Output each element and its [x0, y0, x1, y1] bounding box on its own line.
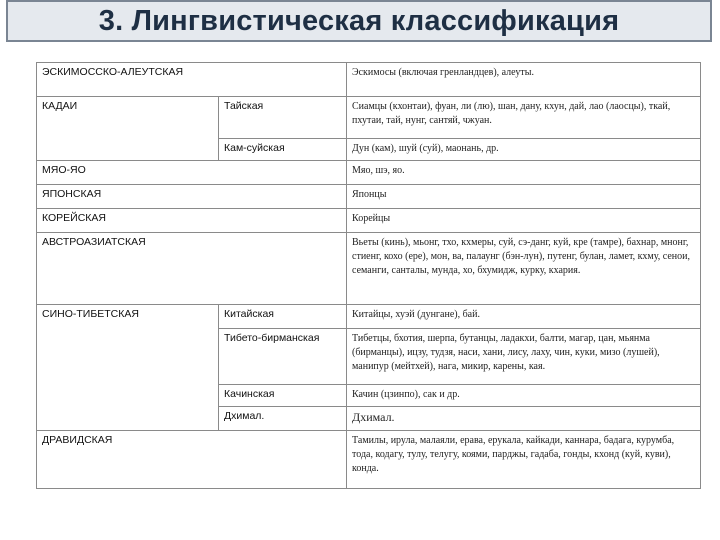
family-cell: МЯО-ЯО	[37, 161, 347, 185]
table-row	[37, 209, 701, 233]
family-cell: АВСТРОАЗИАТСКАЯ	[37, 233, 347, 305]
subgroup-cell: Тибето-бирманская	[219, 329, 347, 385]
title-banner	[6, 0, 712, 42]
languages-cell: Вьеты (кинь), мьонг, тхо, кхмеры, суй, сэ-данг, куй, кре (тамре), бахнар, мнонг, стиенг, кохо (ере), мон, ва, палаунг (бэн-лун), путенг, булан, ламет, кхму, сенои, семанги, санталы, мунда, хо, бхумидж, курку, кхария.	[347, 233, 701, 305]
languages-cell: Тибетцы, бхотия, шерпа, бутанцы, ладакхи, балти, магар, цан, мьянма (бирманцы), ицзу, тудзя, наси, хани, лису, лаху, чин, куки, мизо (лушей), манипур (мейтхей), нага, микир, карены, кая.	[347, 329, 701, 385]
family-cell: КАДАИ	[37, 97, 219, 161]
table-row	[37, 431, 701, 489]
table-row	[37, 63, 701, 97]
table-row	[37, 305, 701, 329]
subgroup-cell: Китайская	[219, 305, 347, 329]
page-title: 3. Лингвистическая классификация	[98, 4, 620, 37]
languages-cell: Дун (кам), шуй (суй), маонань, др.	[347, 139, 701, 161]
family-cell: СИНО-ТИБЕТСКАЯ	[37, 305, 219, 431]
table-row	[37, 161, 701, 185]
table-row	[37, 185, 701, 209]
table-row	[37, 97, 701, 139]
family-cell: ДРАВИДСКАЯ	[37, 431, 347, 489]
languages-cell: Качин (цзинпо), сак и др.	[347, 385, 701, 407]
classification-table	[36, 62, 701, 489]
languages-cell: Японцы	[347, 185, 701, 209]
family-cell: ЯПОНСКАЯ	[37, 185, 347, 209]
family-cell: ЭСКИМОССКО-АЛЕУТСКАЯ	[37, 63, 347, 97]
languages-cell: Сиамцы (кхонтаи), фуан, ли (лю), шан, дану, кхун, дай, лао (лаосцы), ткай, пхутаи, тай, нунг, сантяй, чжуан.	[347, 97, 701, 139]
languages-cell: Дхимал.	[347, 407, 701, 431]
subgroup-cell: Дхимал.	[219, 407, 347, 431]
subgroup-cell: Кам-суйская	[219, 139, 347, 161]
languages-cell: Тамилы, ирула, малаяли, ерава, ерукала, кайкади, каннара, бадага, курумба, тода, кодагу, тулу, телугу, коями, парджы, гадаба, гонды, кхонд (куй, куви), конда.	[347, 431, 701, 489]
languages-cell: Китайцы, хуэй (дунгане), бай.	[347, 305, 701, 329]
languages-cell: Корейцы	[347, 209, 701, 233]
subgroup-cell: Качинская	[219, 385, 347, 407]
languages-cell: Мяо, шэ, яо.	[347, 161, 701, 185]
family-cell: КОРЕЙСКАЯ	[37, 209, 347, 233]
table-row	[37, 233, 701, 305]
subgroup-cell: Тайская	[219, 97, 347, 139]
languages-cell: Эскимосы (включая гренландцев), алеуты.	[347, 63, 701, 97]
